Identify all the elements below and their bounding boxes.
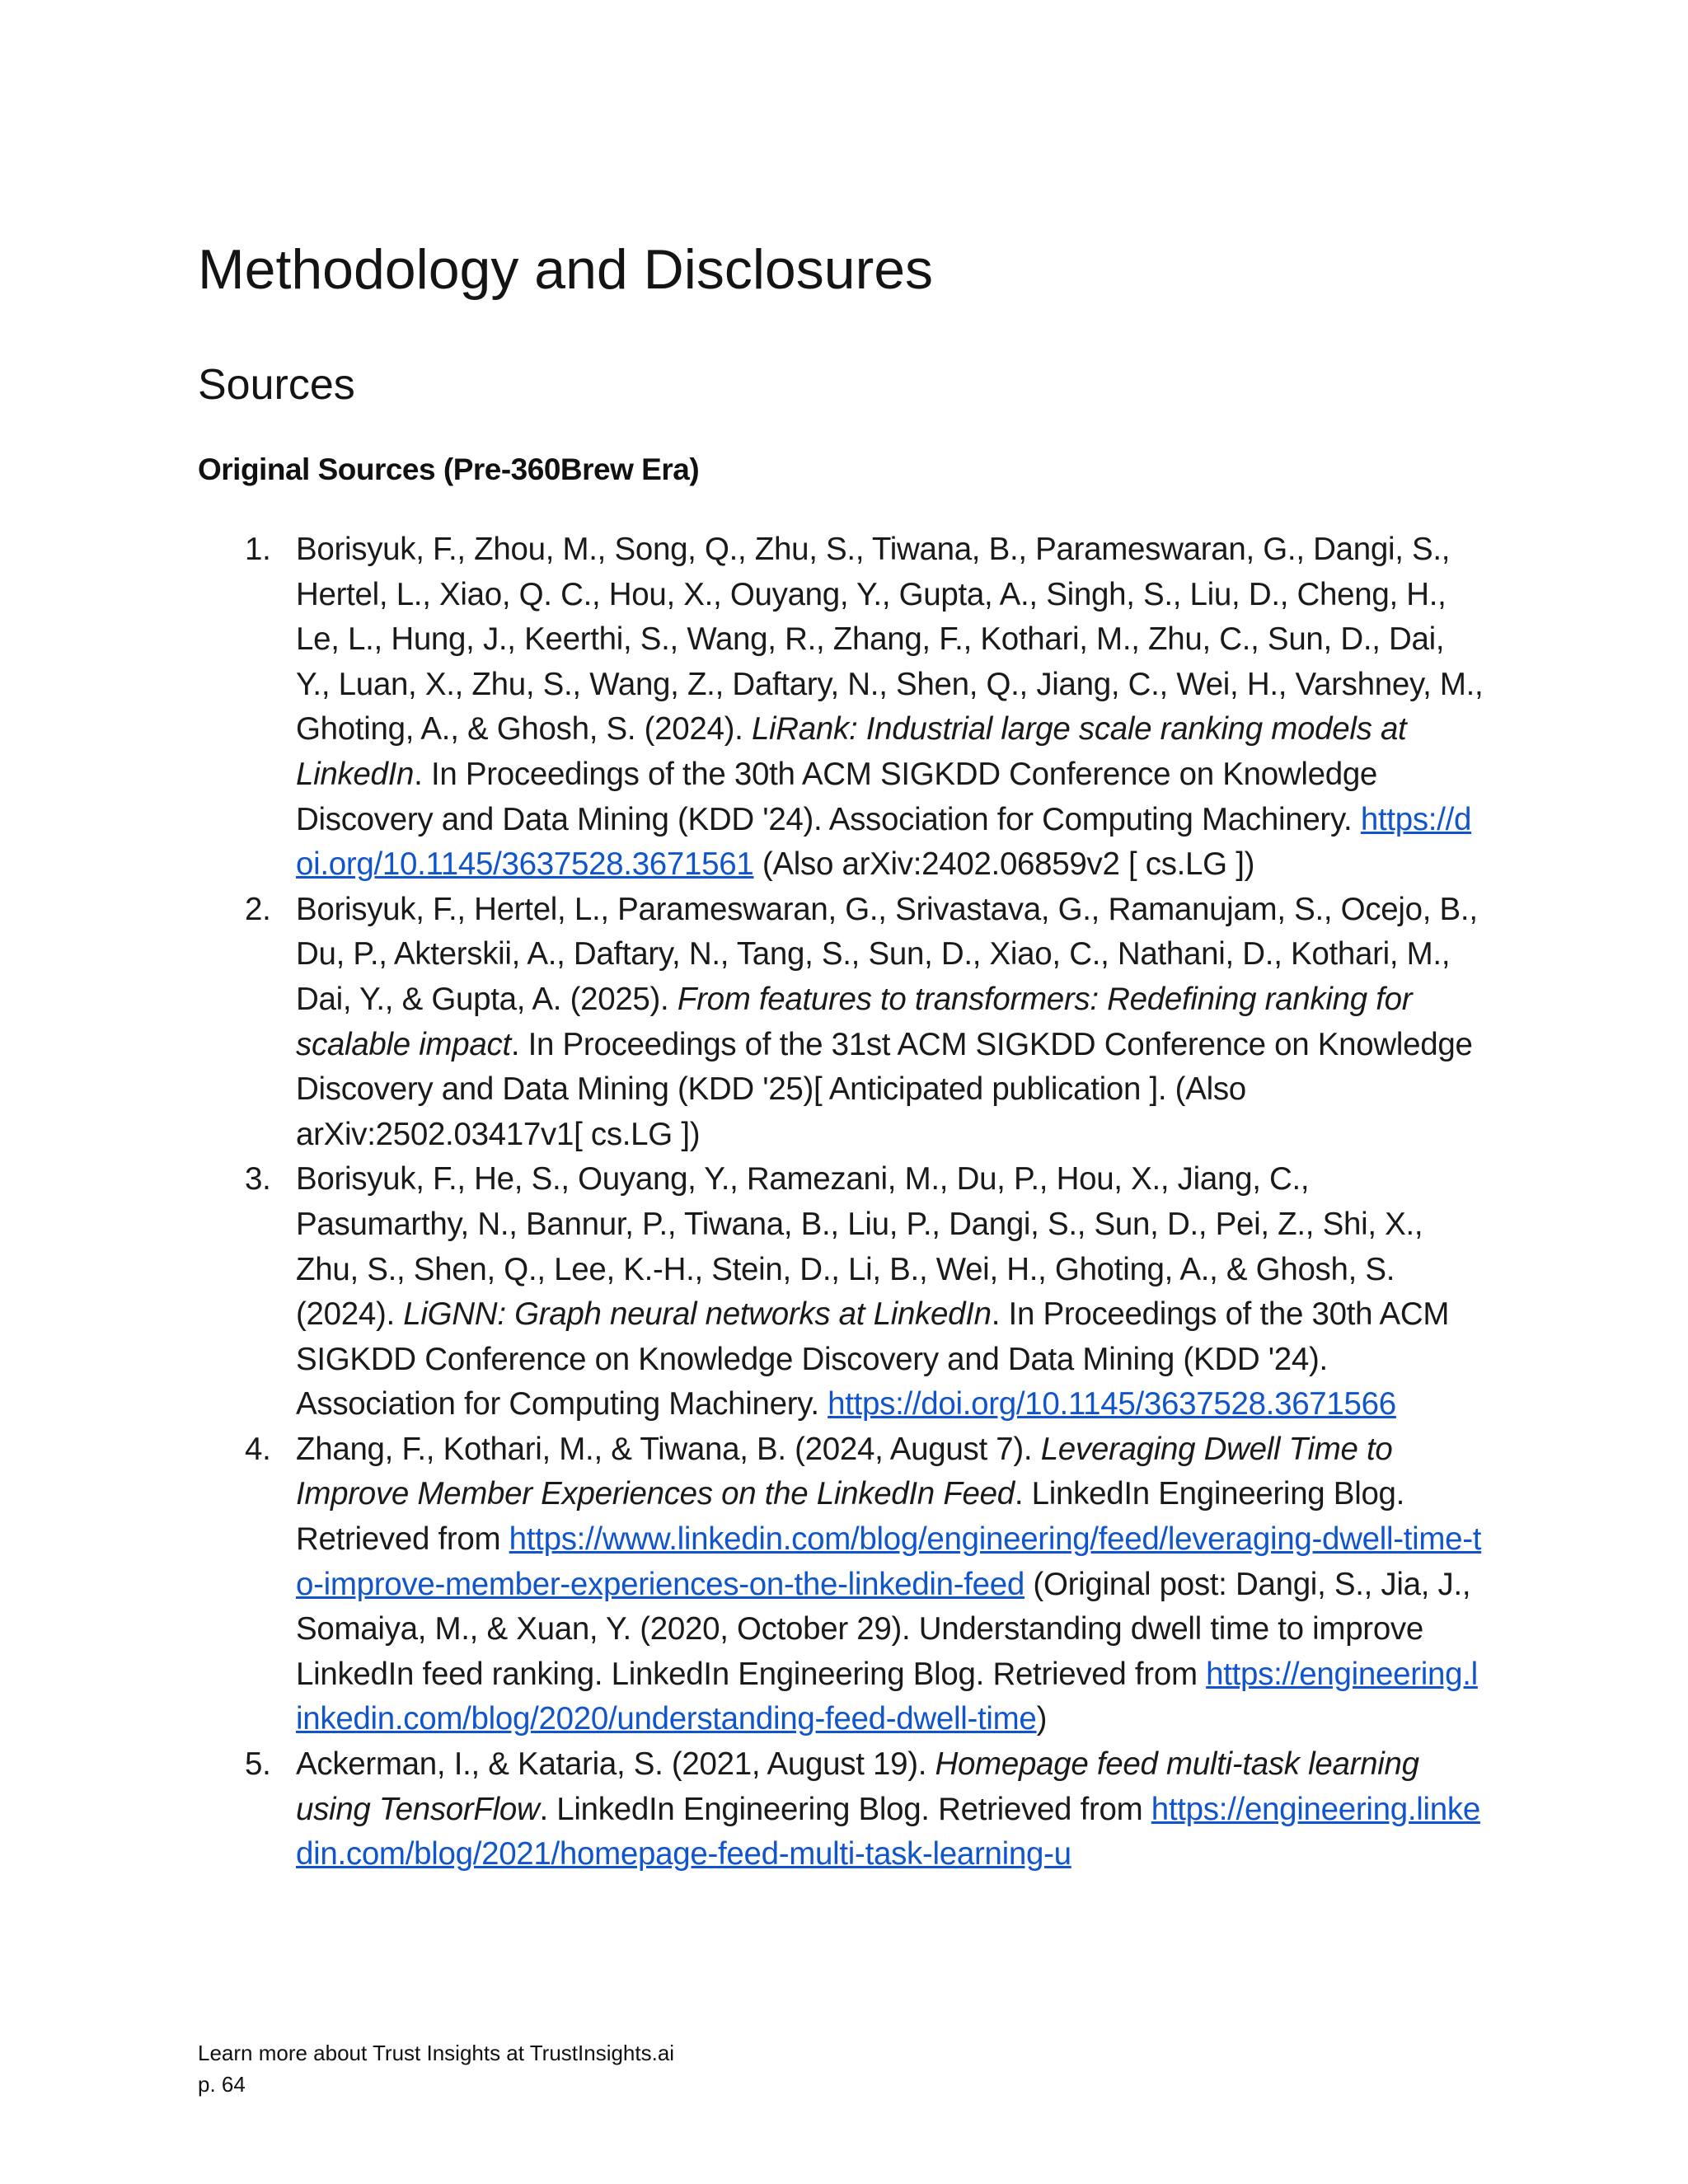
reference-item-1 — [198, 527, 1484, 888]
reference-details: . LinkedIn Engineering Blog. Retrieved from — [296, 1476, 1405, 1558]
reference-note-close: ) — [1036, 1701, 1048, 1737]
reference-link-original-post[interactable]: https://engineering.linkedin.com/blog/2020/understanding-feed-dwell-time — [296, 1656, 1478, 1737]
reference-link[interactable]: https://doi.org/10.1145/3637528.3671566 — [828, 1386, 1396, 1422]
page-number: p. 64 — [198, 2072, 246, 2097]
reference-authors: Borisyuk, F., Zhou, M., Song, Q., Zhu, S., Tiwana, B., Parameswaran, G., Dangi, S., Hertel, L., Xiao, Q. C., Hou, X., Ouyang, Y., Gupta, A., Singh, S., Liu, D., Cheng, H., Le, L., Hung, J., Keerthi, S., Wang, R., Zhang, F., Kothari, M., Zhu, C., Sun, D., Dai, Y., Luan, X., Zhu, S., Wang, Z., Daftary, N., Shen, Q., Jiang, C., Wei, H., Varshney, M., Ghoting, A., & Ghosh, S. (2024). — [296, 532, 1484, 748]
subsection-heading-original-sources: Original Sources (Pre-360Brew Era) — [198, 452, 700, 486]
reference-link[interactable]: https://doi.org/10.1145/3637528.3671561 — [296, 801, 1472, 883]
reference-number: 3. — [245, 1161, 271, 1197]
reference-title: LiGNN: Graph neural networks at LinkedIn — [403, 1296, 992, 1333]
reference-text — [296, 1427, 1484, 1742]
reference-item-5 — [198, 1742, 1484, 1877]
reference-link[interactable]: https://www.linkedin.com/blog/engineering/feed/leveraging-dwell-time-to-improve-member-experiences-on-the-linkedin-feed — [296, 1521, 1482, 1602]
reference-note: (Original post: Dangi, S., Jia, J., Somaiya, M., & Xuan, Y. (2020, October 29). Understanding dwell time to improve LinkedIn feed ranking. LinkedIn Engineering Blog. Retrieved from — [296, 1566, 1471, 1692]
reference-details: . LinkedIn Engineering Blog. Retrieved from — [539, 1791, 1151, 1827]
reference-authors: Ackerman, I., & Kataria, S. (2021, August 19). — [296, 1746, 935, 1783]
section-heading-sources: Sources — [198, 361, 355, 409]
reference-details: . In Proceedings of the 30th ACM SIGKDD Conference on Knowledge Discovery and Data Mining (KDD '24). Association for Computing Machinery. — [296, 1296, 1450, 1422]
footer-promo-text: Learn more about Trust Insights at TrustInsights.ai — [198, 2041, 675, 2065]
reference-list — [198, 527, 1484, 1877]
reference-title: LiRank: Industrial large scale ranking models at LinkedIn — [296, 711, 1407, 792]
reference-title: Homepage feed multi-task learning using TensorFlow — [296, 1746, 1419, 1827]
reference-text — [296, 527, 1484, 888]
page-footer — [198, 2037, 674, 2100]
reference-number: 1. — [245, 532, 271, 567]
reference-note: (Also arXiv:2402.06859v2 [ cs.LG ]) — [753, 846, 1255, 883]
reference-authors: Borisyuk, F., He, S., Ouyang, Y., Ramezani, M., Du, P., Hou, X., Jiang, C., Pasumarthy, N., Bannur, P., Tiwana, B., Liu, P., Dangi, S., Sun, D., Pei, Z., Shi, X., Zhu, S., Shen, Q., Lee, K.-H., Stein, D., Li, B., Wei, H., Ghoting, A., & Ghosh, S. (2024). — [296, 1161, 1423, 1333]
reference-item-4 — [198, 1427, 1484, 1742]
reference-authors: Borisyuk, F., Hertel, L., Parameswaran, G., Srivastava, G., Ramanujam, S., Ocejo, B., Du, P., Akterskii, A., Daftary, N., Tang, S., Sun, D., Xiao, C., Nathani, D., Kothari, M., Dai, Y., & Gupta, A. (2025). — [296, 891, 1478, 1017]
reference-link[interactable]: https://engineering.linkedin.com/blog/2021/homepage-feed-multi-task-learning-u — [296, 1791, 1480, 1872]
reference-details: . In Proceedings of the 31st ACM SIGKDD Conference on Knowledge Discovery and Data Mining (KDD '25)[ Anticipated publication ]. (Also arXiv:2502.03417v1[ cs.LG ]) — [296, 1026, 1473, 1152]
reference-item-2 — [198, 888, 1484, 1158]
reference-number: 5. — [245, 1746, 271, 1783]
reference-authors: Zhang, F., Kothari, M., & Tiwana, B. (2024, August 7). — [296, 1431, 1041, 1467]
reference-text — [296, 1157, 1484, 1427]
reference-details: . In Proceedings of the 30th ACM SIGKDD Conference on Knowledge Discovery and Data Mining (KDD '24). Association for Computing Machinery. — [296, 756, 1378, 837]
reference-title: Leveraging Dwell Time to Improve Member Experiences on the LinkedIn Feed — [296, 1431, 1393, 1512]
reference-text — [296, 888, 1484, 1158]
reference-number: 4. — [245, 1431, 271, 1467]
reference-number: 2. — [245, 891, 271, 927]
page-title: Methodology and Disclosures — [198, 238, 934, 301]
reference-title: From features to transformers: Redefining ranking for scalable impact — [296, 981, 1413, 1062]
reference-item-3 — [198, 1157, 1484, 1427]
reference-text — [296, 1742, 1484, 1877]
